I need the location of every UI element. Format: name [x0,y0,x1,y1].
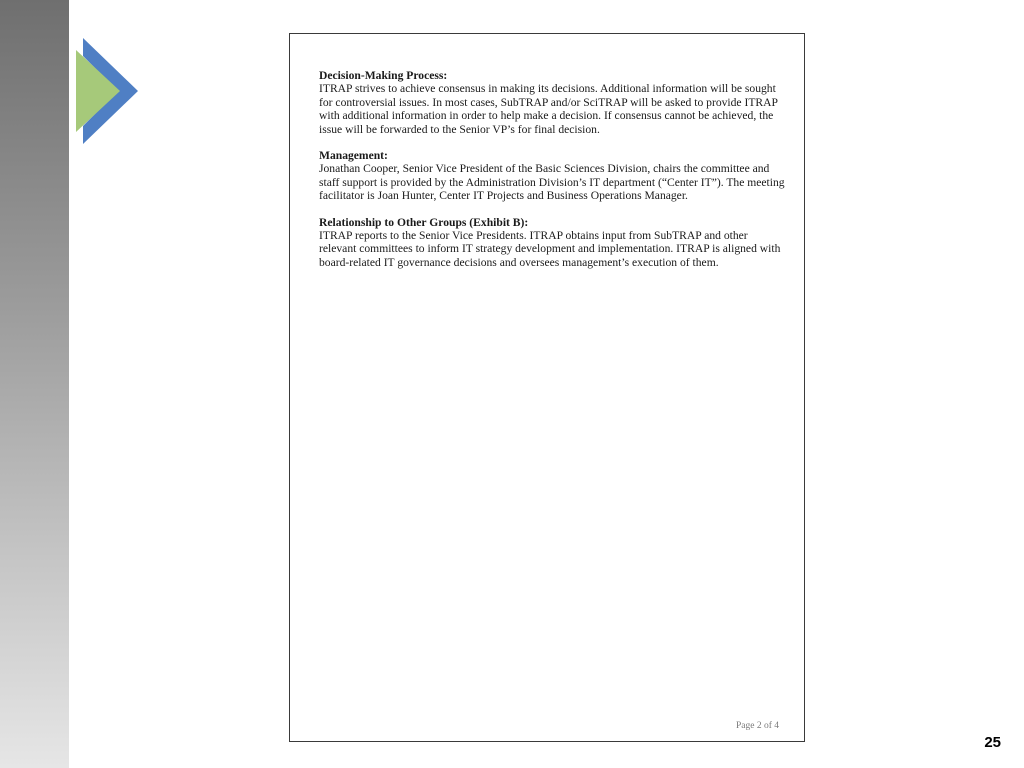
section-decision-making [319,69,785,136]
section-relationship [319,216,785,270]
side-gradient-bar [0,0,69,768]
document-content [319,69,785,282]
section-management [319,149,785,203]
section-body: ITRAP strives to achieve consensus in making its decisions. Additional information will be sought for controversial issues. In most cases, SubTRAP and/or SciTRAP will be asked to provide ITRAP with additional information in order to help make a decision. If consensus cannot be achieved, the issue will be forwarded to the Senior VP’s for final decision. [319,82,778,136]
document-page [289,33,805,742]
slide-number: 25 [984,734,1001,751]
section-body: Jonathan Cooper, Senior Vice President of the Basic Sciences Division, chairs the committee and staff support is provided by the Administration Division’s IT department (“Center IT”). The meeting facilitator is Joan Hunter, Center IT Projects and Business Operations Manager. [319,162,785,203]
section-body: ITRAP reports to the Senior Vice Presidents. ITRAP obtains input from SubTRAP and other relevant committees to inform IT strategy development and implementation. ITRAP is aligned with board-related IT governance decisions and oversees management’s execution of them. [319,229,781,269]
page-footer: Page 2 of 4 [735,721,779,731]
chevron-right-icon [76,38,138,144]
section-heading: Relationship to Other Groups (Exhibit B): [319,215,529,229]
section-heading: Decision-Making Process: [319,69,448,82]
section-heading: Management: [319,149,388,163]
